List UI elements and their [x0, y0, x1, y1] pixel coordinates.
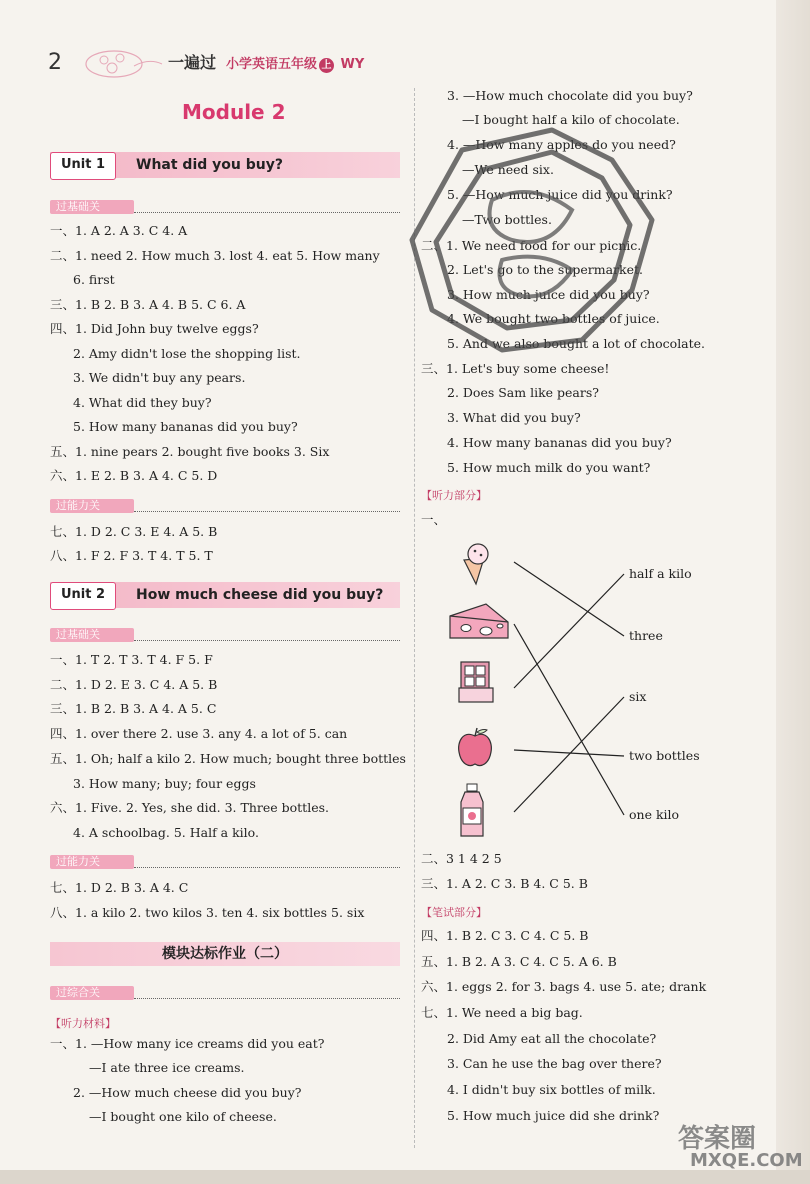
page-number: 2	[48, 50, 62, 75]
match-connector-line	[514, 574, 624, 688]
answer-line: 三、1. Let's buy some cheese!	[421, 361, 610, 376]
answer-line: 五、1. Oh; half a kilo 2. How much; bought three bottles	[50, 751, 406, 766]
match-label: half a kilo	[629, 566, 692, 581]
answer-line: 四、1. over there 2. use 3. any 4. a lot of 5. can	[50, 726, 348, 741]
answer-line: 4. We bought two bottles of juice.	[447, 311, 660, 326]
unit1-basic-tag: 过基础关	[50, 200, 134, 214]
match-connector-line	[514, 624, 624, 815]
question-number: 一、	[421, 512, 447, 527]
answer-line: 二、1. D 2. E 3. C 4. A 5. B	[50, 677, 218, 692]
answer-line: 四、1. B 2. C 3. C 4. C 5. B	[421, 928, 589, 943]
answer-line: —I bought half a kilo of chocolate.	[462, 112, 680, 127]
answer-line: 3. How much juice did you buy?	[447, 287, 650, 302]
unit2-tag: Unit 2	[50, 582, 116, 610]
listening-part-label: 【听力部分】	[421, 489, 487, 502]
answer-line: 八、1. F 2. F 3. T 4. T 5. T	[50, 548, 213, 563]
answer-line: 3. Can he use the bag over there?	[447, 1056, 662, 1071]
answer-line: —We need six.	[462, 162, 554, 177]
answer-line: 3. —How much chocolate did you buy?	[447, 88, 693, 103]
module-test-title: 模块达标作业（二）	[162, 946, 288, 962]
answer-line: 2. Does Sam like pears?	[447, 385, 599, 400]
answer-line: 二、1. need 2. How much 3. lost 4. eat 5. How many	[50, 248, 380, 263]
answer-line: 五、1. nine pears 2. bought five books 3. Six	[50, 444, 330, 459]
answer-line: 一、1. —How many ice creams did you eat?	[50, 1036, 325, 1051]
answer-line: 三、1. B 2. B 3. A 4. B 5. C 6. A	[50, 297, 246, 312]
match-connector-line	[514, 562, 624, 636]
answer-line: —Two bottles.	[462, 212, 552, 227]
comprehensive-tag: 过综合关	[50, 986, 134, 1000]
unit2-basic-tag: 过基础关	[50, 628, 134, 642]
answer-line: 3. What did you buy?	[447, 410, 581, 425]
answer-line: 六、1. eggs 2. for 3. bags 4. use 5. ate; drank	[421, 979, 707, 994]
watermark-stamp-icon	[402, 120, 668, 360]
answer-line: 5. How much milk do you want?	[447, 460, 651, 475]
answer-line: 一、1. A 2. A 3. C 4. A	[50, 223, 188, 238]
match-label: one kilo	[629, 807, 680, 822]
answer-line: 五、1. B 2. A 3. C 4. C 5. A 6. B	[421, 954, 617, 969]
answer-line: 六、1. Five. 2. Yes, she did. 3. Three bottles.	[50, 800, 329, 815]
answer-line: 2. Did Amy eat all the chocolate?	[447, 1031, 657, 1046]
edition-code: WY	[340, 57, 365, 72]
answer-line: 5. And we also bought a lot of chocolate.	[447, 336, 706, 351]
answer-line: —I bought one kilo of cheese.	[89, 1109, 277, 1124]
listening-materials-label: 【听力材料】	[50, 1017, 116, 1030]
match-label: six	[629, 689, 647, 704]
answer-line: 3. How many; buy; four eggs	[73, 776, 256, 791]
answer-line: 5. —How much juice did you drink?	[447, 187, 673, 202]
answer-line: 三、1. B 2. B 3. A 4. A 5. C	[50, 701, 217, 716]
answer-line: 4. What did they buy?	[73, 395, 212, 410]
match-label: two bottles	[629, 748, 700, 763]
answer-line: 二、1. We need food for our picnic.	[421, 238, 642, 253]
module-title: Module 2	[182, 100, 286, 124]
watermark-url: MXQE.COM	[690, 1150, 803, 1171]
match-label: three	[629, 628, 663, 643]
answer-line: 4. How many bananas did you buy?	[447, 435, 672, 450]
unit1-title: What did you buy?	[136, 157, 283, 173]
answer-line: 5. How many bananas did you buy?	[73, 419, 298, 434]
answer-line: 六、1. E 2. B 3. A 4. C 5. D	[50, 468, 218, 483]
answer-line: —I ate three ice creams.	[89, 1060, 245, 1075]
answer-line: 七、1. D 2. B 3. A 4. C	[50, 880, 189, 895]
unit2-title: How much cheese did you buy?	[136, 587, 384, 603]
answer-line: 4. —How many apples do you need?	[447, 137, 676, 152]
written-part-label: 【笔试部分】	[421, 906, 487, 919]
answer-line: 二、3 1 4 2 5	[421, 851, 502, 866]
answer-line: 5. How much juice did she drink?	[447, 1108, 660, 1123]
series-name: 一遍过	[168, 53, 217, 72]
answer-line: 4. I didn't buy six bottles of milk.	[447, 1082, 656, 1097]
answer-line: 四、1. Did John buy twelve eggs?	[50, 321, 259, 336]
unit1-tag: Unit 1	[50, 152, 116, 180]
unit2-ability-tag: 过能力关	[50, 855, 134, 869]
answer-line: 3. We didn't buy any pears.	[73, 370, 246, 385]
book-name: 小学英语五年级	[226, 57, 318, 72]
answer-line: 七、1. We need a big bag.	[421, 1005, 583, 1020]
watermark-corner-text: 答案圈	[678, 1124, 757, 1154]
answer-line: 八、1. a kilo 2. two kilos 3. ten 4. six bottles 5. six	[50, 905, 365, 920]
answer-line: 2. Let's go to the supermarket.	[447, 262, 644, 277]
unit1-ability-tag: 过能力关	[50, 499, 134, 513]
answer-line: 2. Amy didn't lose the shopping list.	[73, 346, 301, 361]
answer-line: 三、1. A 2. C 3. B 4. C 5. B	[421, 876, 588, 891]
answer-line: 七、1. D 2. C 3. E 4. A 5. B	[50, 524, 218, 539]
term-badge: 上	[319, 58, 334, 73]
answer-line: 4. A schoolbag. 5. Half a kilo.	[73, 825, 259, 840]
answer-line: 6. first	[73, 272, 115, 287]
answer-line: 一、1. T 2. T 3. T 4. F 5. F	[50, 652, 213, 667]
answer-line: 2. —How much cheese did you buy?	[73, 1085, 302, 1100]
